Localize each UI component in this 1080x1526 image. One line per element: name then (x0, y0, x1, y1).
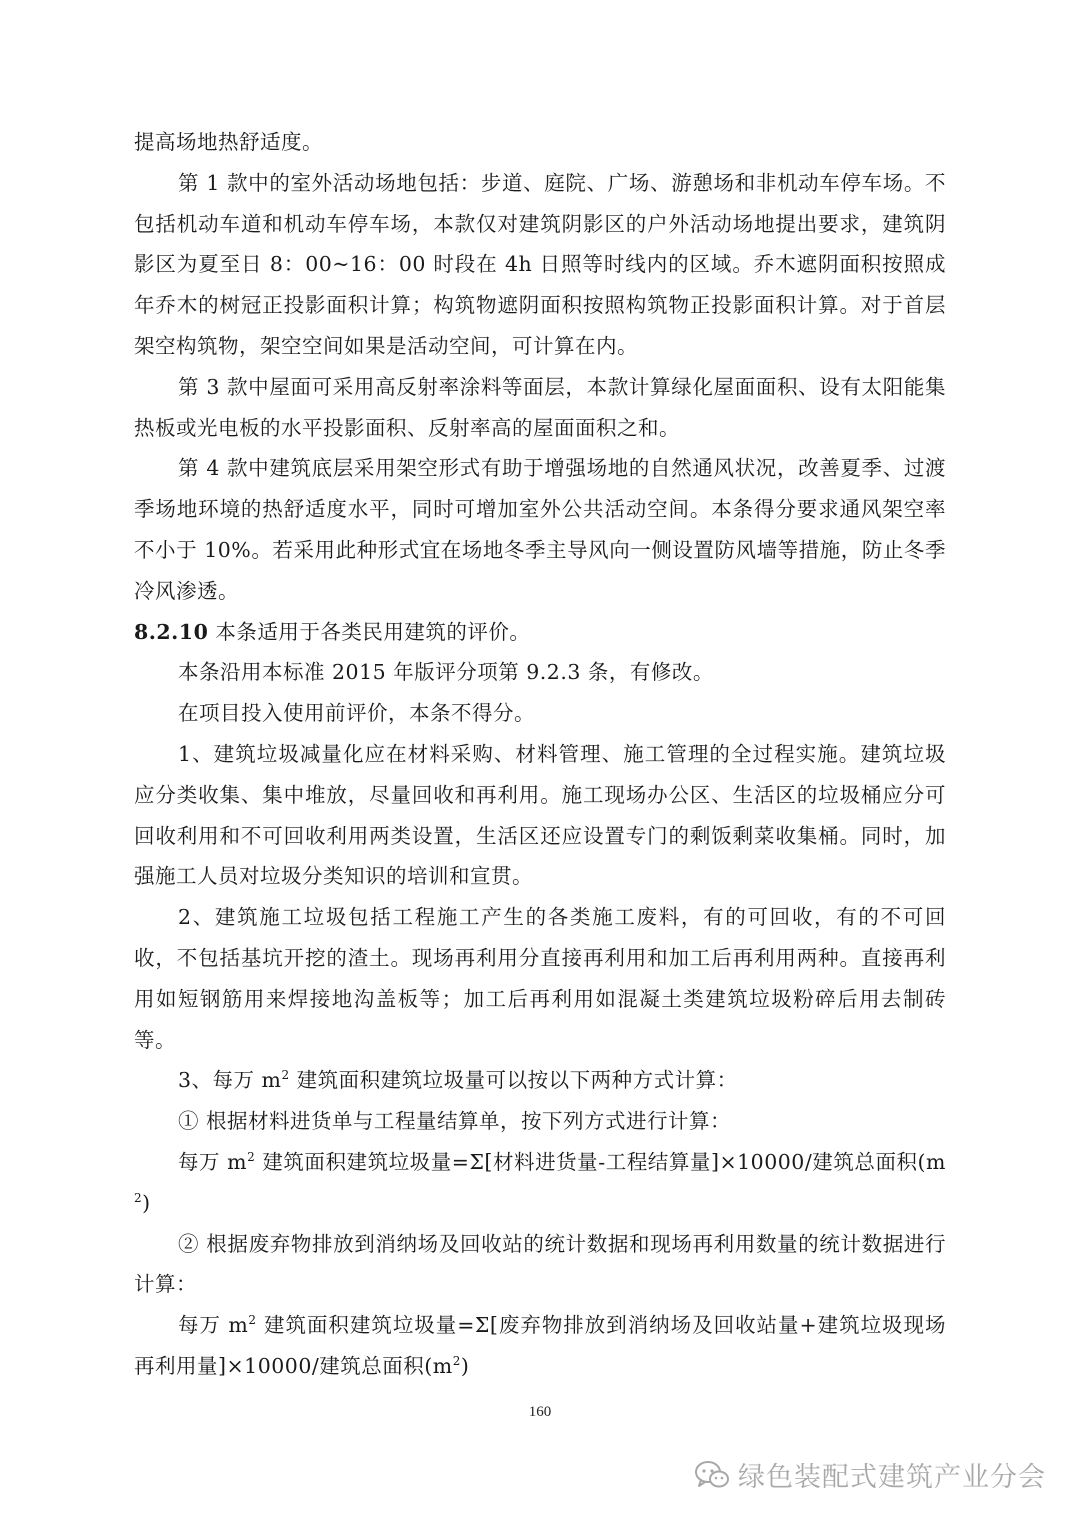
clause-text: 本条适用于各类民用建筑的评价。 (208, 619, 531, 644)
formula-2: 每万 $m^2$ 建筑面积建筑垃圾量=Σ[废弃物排放到消纳场及回收站量+建筑垃圾现场再利用量]×10000/建筑总面积$(m^2)$ (134, 1313, 946, 1378)
watermark-text: 绿色装配式建筑产业分会 (738, 1462, 1046, 1493)
paragraph-item-2: 2、建筑施工垃圾包括工程施工产生的各类施工废料，有的可回收，有的不可回收，不包括基坑开挖的渣土。现场再利用分直接再利用和加工后再利用两种。直接再利用如短钢筋用来焊接地沟盖板等；加工后再利用如混凝土类建筑垃圾粉碎后用去制砖等。 (134, 905, 946, 1052)
paragraph-item-3: 3、每万 $m^2$ 建筑面积建筑垃圾量可以按以下两种方式计算： (178, 1068, 738, 1093)
clause-paragraph (134, 612, 946, 653)
watermark (694, 1455, 1046, 1494)
page-content (134, 122, 946, 1387)
paragraph-2: 第 3 款中屋面可采用高反射率涂料等面层，本款计算绿化屋面面积、设有太阳能集热板或光电板的水平投影面积、反射率高的屋面面积之和。 (134, 374, 946, 440)
wechat-icon (694, 1460, 730, 1490)
method-1: ① 根据材料进货单与工程量结算单，按下列方式进行计算： (178, 1109, 732, 1134)
page-number: 160 (528, 1404, 552, 1420)
paragraph-0: 提高场地热舒适度。 (134, 130, 323, 154)
paragraph-item-1: 1、建筑垃圾减量化应在材料采购、材料管理、施工管理的全过程实施。建筑垃圾应分类收集、集中堆放，尽量回收和再利用。施工现场办公区、生活区的垃圾桶应分可回收利用和不可回收利用两类设置，生活区还应设置专门的剩饭剩菜收集桶。同时，加强施工人员对垃圾分类知识的培训和宣贯。 (134, 741, 946, 889)
paragraph-1: 第 1 款中的室外活动场地包括：步道、庭院、广场、游憩场和非机动车停车场。不包括机动车道和机动车停车场，本款仅对建筑阴影区的户外活动场地提出要求，建筑阴影区为夏至日 8：00~16：00 时段在 4h 日照等时线内的区域。乔木遮阴面积按照成年乔木的树冠正投影面积计算；构筑物遮阴面积按照构筑物正投影面积计算。对于首层架空构筑物，架空空间如果是活动空间，可计算在内。 (134, 170, 946, 358)
method-2: ② 根据废弃物排放到消纳场及回收站的统计数据和现场再利用数量的统计数据进行计算： (134, 1231, 946, 1297)
formula-1: 每万 $m^2$ 建筑面积建筑垃圾量=Σ[材料进货量-工程结算量]×10000/建筑总面积$(m^2)$ (134, 1149, 946, 1215)
paragraph-pre-use: 在项目投入使用前评价，本条不得分。 (178, 701, 535, 726)
clause-number: 8.2.10 (134, 619, 209, 644)
paragraph-reference: 本条沿用本标准 2015 年版评分项第 9.2.3 条，有修改。 (178, 660, 714, 685)
paragraph-3: 第 4 款中建筑底层采用架空形式有助于增强场地的自然通风状况，改善夏季、过渡季场地环境的热舒适度水平，同时可增加室外公共活动空间。本条得分要求通风架空率不小于 10%。若采用此种形式宜在场地冬季主导风向一侧设置防风墙等措施，防止冬季冷风渗透。 (134, 456, 946, 603)
